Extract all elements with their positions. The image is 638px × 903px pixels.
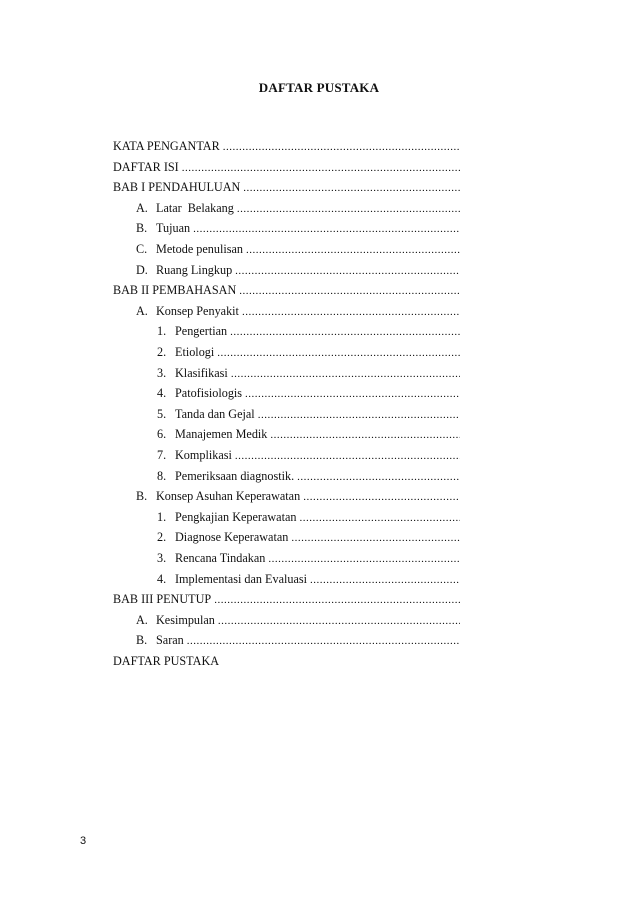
toc-entry-label: Klasifikasi: [175, 366, 228, 380]
toc-entry-number: 3.: [157, 551, 167, 565]
toc-entry-number: D.: [136, 263, 148, 277]
toc-entry-number: 2.: [157, 530, 167, 544]
toc-entry: [113, 138, 460, 154]
toc-entry-label: Kesimpulan: [156, 613, 215, 627]
toc-entry-number: 4.: [157, 386, 167, 400]
toc-entry-number: C.: [136, 242, 148, 256]
toc-entry: [157, 447, 460, 463]
toc-dot-leader: [231, 366, 460, 381]
toc-entry: [157, 365, 460, 381]
toc-entry-label: Pengkajian Keperawatan: [175, 510, 297, 524]
toc-entry-label: Pengertian: [175, 324, 228, 338]
toc-dot-leader: [268, 551, 460, 566]
toc-dot-leader: [187, 633, 460, 648]
toc-entry: [136, 262, 460, 278]
toc-dot-leader: [230, 324, 460, 339]
toc-dot-leader: [218, 613, 460, 628]
toc-entry-label: Metode penulisan: [156, 242, 243, 256]
toc-dot-leader: [297, 469, 460, 484]
toc-entry-number: 4.: [157, 572, 167, 586]
toc-entry-label: Etiologi: [175, 345, 215, 359]
toc-entry-number: 7.: [157, 448, 167, 462]
toc-entry-label: BAB I PENDAHULUAN: [113, 180, 241, 194]
toc-dot-leader: [258, 407, 460, 422]
toc-dot-leader: [217, 345, 460, 360]
toc-entry-label: Tujuan: [156, 221, 191, 235]
toc-dot-leader: [242, 304, 460, 319]
toc-entry-label: BAB II PEMBAHASAN: [113, 283, 237, 297]
toc-entry: [136, 488, 460, 504]
toc-entry-number: 3.: [157, 366, 167, 380]
toc-entry: [157, 529, 460, 545]
toc-entry-number: 5.: [157, 407, 167, 421]
toc-entry-number: A.: [136, 613, 148, 627]
toc-entry: [157, 406, 460, 422]
toc-entry-label: Konsep Asuhan Keperawatan: [156, 489, 301, 503]
toc-dot-leader: [291, 530, 460, 545]
toc-dot-leader: [299, 510, 460, 525]
toc-entry-label: Komplikasi: [175, 448, 232, 462]
toc-dot-leader: [182, 160, 460, 175]
toc-entry-label: Latar Belakang: [156, 201, 234, 215]
toc-entry-number: B.: [136, 489, 148, 503]
toc-dot-leader: [193, 221, 460, 236]
toc-entry: [157, 509, 460, 525]
toc-entry-number: 1.: [157, 510, 167, 524]
toc-entry: [157, 323, 460, 339]
toc-entry: [157, 571, 460, 587]
toc-entry-number: 1.: [157, 324, 167, 338]
toc-entry: [136, 303, 460, 319]
toc-dot-leader: [243, 180, 460, 195]
toc-entry: [136, 632, 460, 648]
toc-entry: [157, 385, 460, 401]
toc-entry-label: Patofisiologis: [175, 386, 243, 400]
toc-entry-number: B.: [136, 221, 148, 235]
toc-dot-leader: [310, 572, 460, 587]
toc-dot-leader: [270, 427, 460, 442]
toc-dot-leader: [223, 139, 460, 154]
toc-entry-number: 6.: [157, 427, 167, 441]
toc-entry-label: Tanda dan Gejal: [175, 407, 255, 421]
toc-entry: [113, 282, 460, 298]
toc-entry-label: Diagnose Keperawatan: [175, 530, 289, 544]
toc-entry: [157, 426, 460, 442]
page-title: DAFTAR PUSTAKA: [258, 80, 380, 95]
toc-dot-leader: [214, 592, 460, 607]
toc-entry: [113, 591, 460, 607]
toc-entry-label: Konsep Penyakit: [156, 304, 239, 318]
toc-entry-label: Saran: [156, 633, 184, 647]
toc-dot-leader: [235, 448, 460, 463]
toc-dot-leader: [245, 386, 460, 401]
toc-entry: [113, 653, 460, 669]
toc-dot-leader: [246, 242, 460, 257]
toc-entry-number: B.: [136, 633, 148, 647]
toc-entry-number: A.: [136, 201, 148, 215]
toc-entry-label: BAB III PENUTUP: [113, 592, 212, 606]
toc-entry: [157, 468, 460, 484]
toc-dot-leader: [239, 283, 460, 298]
toc-entry: [136, 220, 460, 236]
toc-entry-label: Ruang Lingkup: [156, 263, 233, 277]
toc-dot-leader: [235, 263, 460, 278]
toc-entry: [136, 200, 460, 216]
toc-entry-number: 2.: [157, 345, 167, 359]
toc-entry: [113, 179, 460, 195]
toc-entry-number: A.: [136, 304, 148, 318]
toc-entry-number: 8.: [157, 469, 167, 483]
toc-entry-label: KATA PENGANTAR: [113, 139, 220, 153]
toc-entry-label: Implementasi dan Evaluasi: [175, 572, 307, 586]
toc-entry-label: Pemeriksaan diagnostik.: [175, 469, 295, 483]
toc-entry: [113, 159, 460, 175]
toc-entry: [157, 344, 460, 360]
toc-entry-label: DAFTAR ISI: [113, 160, 179, 174]
toc-entry: [136, 612, 460, 628]
toc-dot-leader: [237, 201, 460, 216]
toc-entry: [136, 241, 460, 257]
page-number: 3: [80, 835, 87, 847]
toc-dot-leader: [303, 489, 460, 504]
toc-entry: [157, 550, 460, 566]
toc-entry-label: DAFTAR PUSTAKA: [113, 654, 220, 668]
toc-entry-label: Rencana Tindakan: [175, 551, 266, 565]
toc-entry-label: Manajemen Medik: [175, 427, 268, 441]
